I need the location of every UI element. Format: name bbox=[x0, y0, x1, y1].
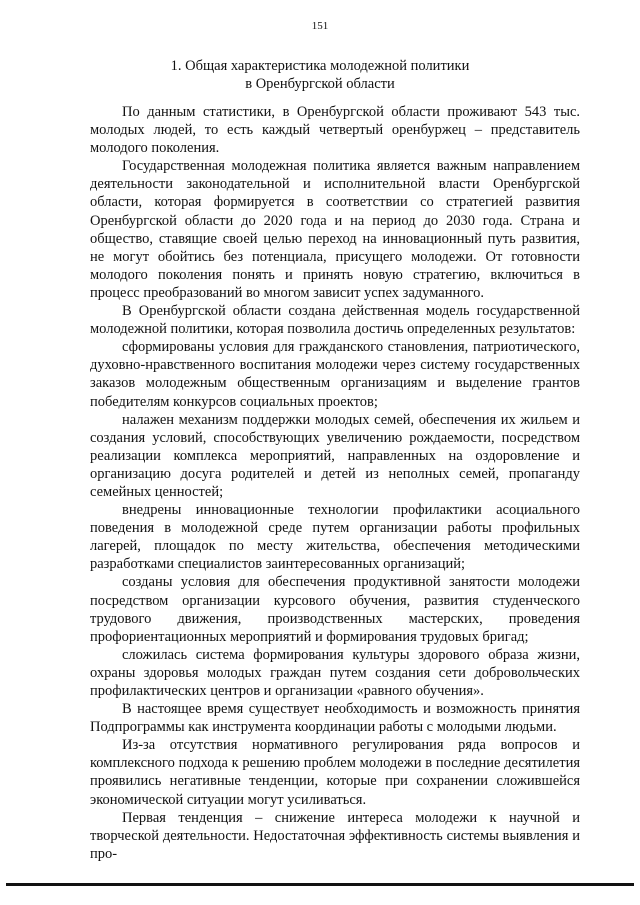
paragraph: Из-за отсутствия нормативного регулирования ряда вопросов и комплексного подхода к решению проблем молодежи в последние десятилетия проявились негативные тенденции, которые при сохранении сложившейся экономической ситуации могут усиливаться. bbox=[90, 737, 580, 808]
page-number: 151 bbox=[311, 20, 329, 32]
paragraph: В Оренбургской области создана действенная модель государственной молодежной политики, которая позволила достичь определенных результатов: bbox=[90, 303, 580, 338]
paragraph: По данным статистики, в Оренбургской области проживают 543 тыс. молодых людей, то есть каждый четвертый оренбуржец – представитель молодого поколения. bbox=[90, 104, 580, 157]
paragraph: Государственная молодежная политика является важным направлением деятельности законодательной и исполнительной власти Оренбургской области, которая формируется в соответствии со стратегией развития Оренбургской области до 2020 года и на период до 2030 года. Страна и общество, ставящие своей целью переход на инновационный путь развития, не могут обойтись без потенциала, присущего молодежи. От готовности молодого поколения понять и принять новую стратегию, включиться в процесс преобразований во многом зависит успех задуманного. bbox=[90, 158, 580, 301]
paragraph: налажен механизм поддержки молодых семей, обеспечения их жильем и создания условий, способствующих увеличению рождаемости, посредством реализации комплекса мероприятий, направленных на оздоровление и организацию досуга родителей и детей из неполных семей, пропаганду семейных ценностей; bbox=[90, 411, 580, 500]
paragraph: созданы условия для обеспечения продуктивной занятости молодежи посредством организации курсового обучения, развития студенческого трудового движения, производственных мастерских, проведения профориентационных мероприятий и формирования трудовых бригад; bbox=[90, 574, 580, 645]
paragraph: сформированы условия для гражданского становления, патриотического, духовно-нравственного воспитания молодежи через систему государственных заказов молодежным общественным организациям и выделение грантов победителям конкурсов социальных проектов; bbox=[90, 339, 580, 410]
section-heading-line-1: 1. Общая характеристика молодежной политики bbox=[170, 58, 470, 74]
bottom-rule bbox=[6, 883, 634, 886]
paragraph: сложилась система формирования культуры здорового образа жизни, охраны здоровья молодых граждан путем создания сети добровольческих профилактических центров и организации «равного обучения». bbox=[90, 646, 580, 699]
paragraph: В настоящее время существует необходимость и возможность принятия Подпрограммы как инструмента координации работы с молодыми людьми. bbox=[90, 701, 580, 736]
body-text bbox=[90, 103, 580, 863]
paragraph: внедрены инновационные технологии профилактики асоциального поведения в молодежной среде путем организации работы профильных лагерей, площадок по месту жительства, обеспечения методическими разработками специалистов заинтересованных организаций; bbox=[90, 502, 580, 573]
section-heading bbox=[60, 57, 580, 93]
section-heading-line-2: в Оренбургской области bbox=[245, 76, 395, 92]
paragraph: Первая тенденция – снижение интереса молодежи к научной и творческой деятельности. Недостаточная эффективность системы выявления и про- bbox=[90, 809, 580, 862]
